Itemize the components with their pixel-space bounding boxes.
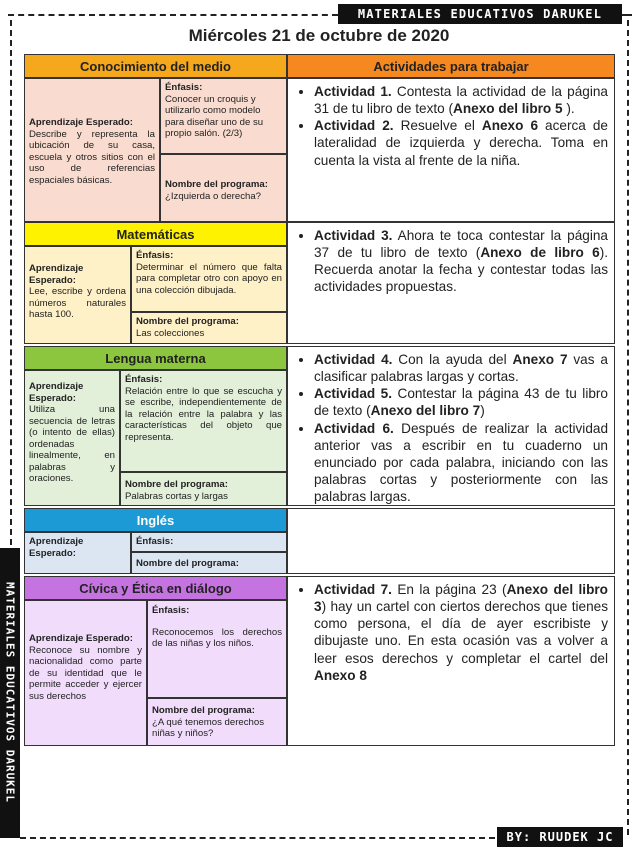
lengua-aprendizaje: Aprendizaje Esperado: Utiliza una secuencia de letras (o intento de ellas) ordenadas linealmente, en palabras y oraciones. [24, 370, 120, 506]
frame-dash-top-right [622, 14, 632, 16]
brand-banner-top: MATERIALES EDUCATIVOS DARUKEL [338, 4, 622, 24]
conocimiento-header [24, 54, 287, 78]
activities-block-3 [287, 346, 615, 506]
frame-dash-left [10, 20, 12, 545]
lengua-title: Lengua materna [105, 350, 206, 366]
activities-block-1 [287, 78, 615, 222]
civica-header [24, 576, 287, 600]
civica-enfasis: Énfasis: Reconocemos los derechos de las niñas y los niños. [147, 600, 287, 698]
ingles-enfasis: Énfasis: [131, 532, 287, 552]
activity-4: • Actividad 4. Con la ayuda del Anexo 7 vas a clasificar palabras largas y cortas. [314, 351, 608, 385]
matematicas-programa: Nombre del programa: Las colecciones [131, 312, 287, 344]
ingles-header [24, 508, 287, 532]
lengua-header [24, 346, 287, 370]
author-banner: BY: RUUDEK JC [497, 827, 623, 847]
civica-programa: Nombre del programa: ¿A qué tenemos derechos niñas y niños? [147, 698, 287, 746]
ingles-programa: Nombre del programa: [131, 552, 287, 574]
matematicas-title: Matemáticas [116, 226, 195, 242]
activity-3: • Actividad 3. Ahora te toca contestar la página 37 de tu libro de texto (Anexo de libro 6). Recuerda anotar la fecha y contestar todas las actividades propuestas. [314, 227, 608, 296]
frame-dash-top [8, 14, 338, 16]
activity-7: • Actividad 7. En la página 23 (Anexo del libro 3) hay un cartel con ciertos derechos que tienes como persona, el día de ayer escribiste y dibujaste uno. En esta ocasión vas a volver a leer esos derechos y completar el cartel del Anexo 8 [314, 581, 608, 684]
lengua-enfasis: Énfasis: Relación entre lo que se escucha y se escribe, independientemente de la relación entre la palabra y las características del objeto que representa. [120, 370, 287, 472]
activities-block-4 [287, 576, 615, 746]
page-title: Miércoles 21 de octubre de 2020 [188, 26, 450, 45]
matematicas-aprendizaje: Aprendizaje Esperado: Lee, escribe y ordena números naturales hasta 100. [24, 246, 131, 344]
activity-6: • Actividad 6. Después de realizar la actividad anterior vas a escribir en tu cuaderno un enunciado por cada palabra, iniciando con las palabras cortas y posteriormente con las palabras largas. [314, 420, 608, 506]
conocimiento-aprendizaje: Aprendizaje Esperado: Describe y representa la ubicación de su casa, escuela y otros sitios con el uso de referencias espaciales básicas. [24, 78, 160, 222]
activities-header [287, 54, 615, 78]
civica-title: Cívica y Ética en diálogo [79, 580, 232, 596]
activity-5: • Actividad 5. Contestar la página 43 de tu libro de texto (Anexo del libro 7) [314, 385, 608, 419]
conocimiento-programa: Nombre del programa: ¿Izquierda o derecha? [160, 154, 287, 222]
conocimiento-title: Conocimiento del medio [80, 58, 231, 74]
activity-2: • Actividad 2. Resuelve el Anexo 6 acerca de lateralidad de izquierda y derecha. Toma en cuenta la vista al frente de la niña. [314, 117, 608, 168]
lengua-programa: Nombre del programa: Palabras cortas y largas [120, 472, 287, 506]
frame-dash-right [627, 20, 629, 835]
activities-block-empty [287, 508, 615, 574]
matematicas-header [24, 222, 287, 246]
ingles-aprendizaje: Aprendizaje Esperado: [24, 532, 131, 574]
civica-aprendizaje: Aprendizaje Esperado: Reconoce su nombre y nacionalidad como parte de su identidad que le permite acceder y ejercer sus derechos [24, 600, 147, 746]
ingles-title: Inglés [136, 512, 175, 528]
matematicas-enfasis: Énfasis: Determinar el número que falta para completar otro con apoyo en una colección dibujada. [131, 246, 287, 312]
frame-dash-bottom [20, 837, 495, 839]
activities-block-2 [287, 222, 615, 344]
activities-header-label: Actividades para trabajar [373, 58, 529, 74]
brand-banner-side: MATERIALES EDUCATIVOS DARUKEL [0, 548, 20, 838]
conocimiento-enfasis: Énfasis: Conocer un croquis y utilizarlo como modelo para diseñar uno de su propio salón. (2/3) [160, 78, 287, 154]
activity-1: • Actividad 1. Contesta la actividad de la página 31 de tu libro de texto (Anexo del libro 5 ). [314, 83, 608, 117]
